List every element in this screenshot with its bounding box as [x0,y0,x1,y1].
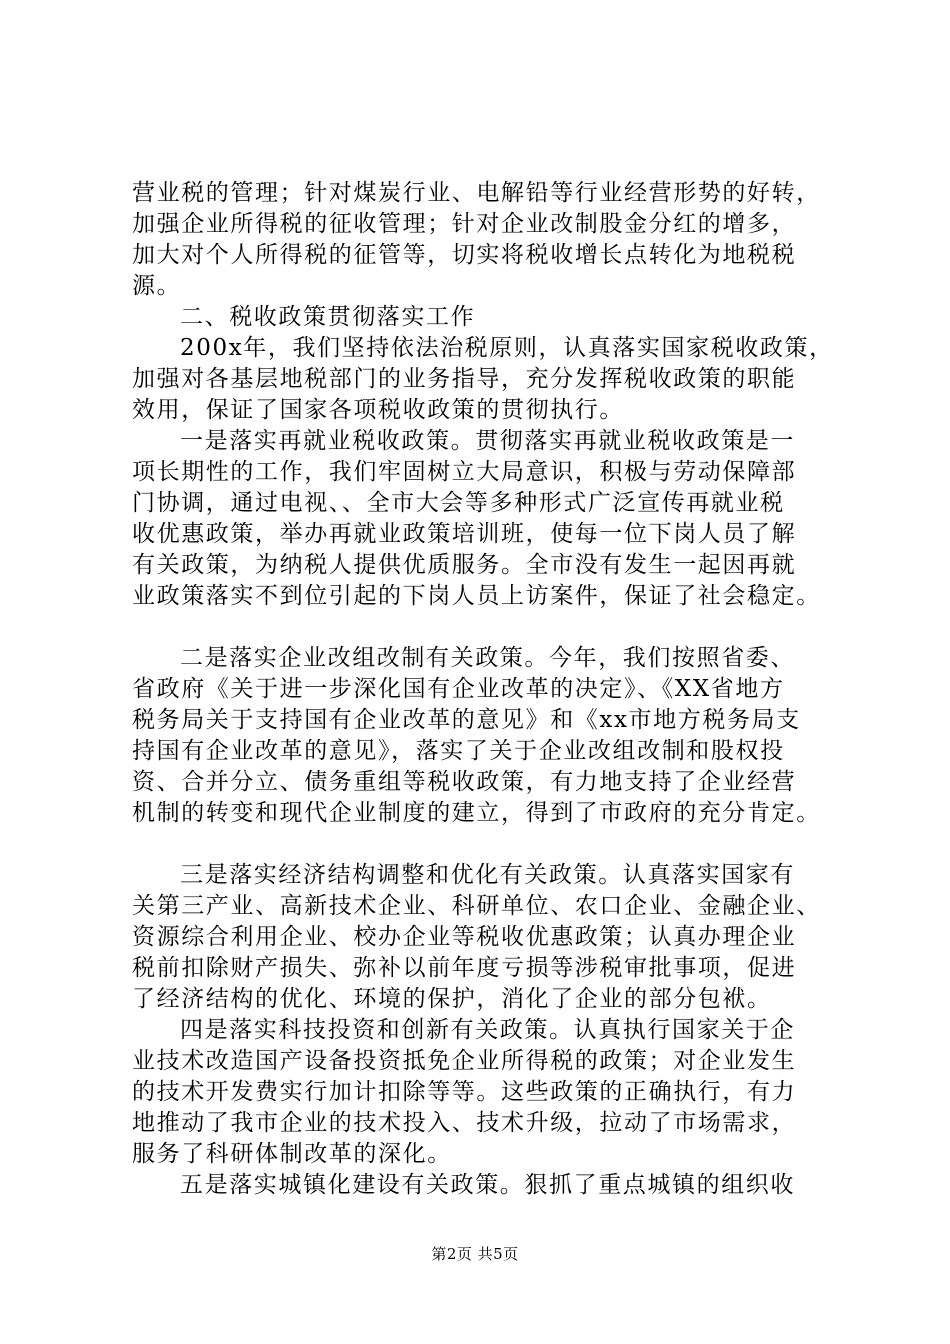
document-body [132,178,842,1201]
text-line: 业技术改造国产设备投资抵免企业所得税的政策；对企业发生 [132,1048,797,1074]
text-line: 资、合并分立、债务重组等税收政策，有力地支持了企业经营 [132,769,797,795]
text-line: 的技术开发费实行加计扣除等等。这些政策的正确执行，有力 [132,1079,797,1105]
text-line: 200x年，我们坚持依法治税原则，认真落实国家税收政策， [180,335,834,361]
text-line: 效用，保证了国家各项税收政策的贯彻执行。 [132,397,624,423]
text-line: 服务了科研体制改革的深化。 [132,1141,452,1167]
text-line: 持国有企业改革的意见》，落实了关于企业改组改制和股权投 [132,738,785,764]
text-line: 资源综合利用企业、校办企业等税收优惠政策；认真办理企业 [132,924,797,950]
text-line: 税前扣除财产损失、弥补以前年度亏损等涉税审批事项，促进 [132,955,797,981]
text-line: 四是落实科技投资和创新有关政策。认真执行国家关于企 [180,1017,795,1043]
text-line: 二是落实企业改组改制有关政策。今年，我们按照省委、 [180,645,795,671]
text-line: 关第三产业、高新技术企业、科研单位、农口企业、金融企业、 [132,893,821,919]
text-line: 加强企业所得税的征收管理；针对企业改制股金分红的增多， [132,211,797,237]
paragraph-gap [132,829,842,860]
paragraph-gap [132,612,842,643]
text-line: 收优惠政策，举办再就业政策培训班，使每一位下岗人员了解 [132,521,797,547]
text-line: 业政策落实不到位引起的下岗人员上访案件，保证了社会稳定。 [132,583,821,609]
text-line: 源。 [132,273,182,299]
text-line: 省政府《关于进一步深化国有企业改革的决定》、《XX省地方 [132,676,785,702]
section-heading: 二、税收政策贯彻落实工作 [180,304,476,330]
text-line: 地推动了我市企业的技术投入、技术升级，拉动了市场需求， [132,1110,797,1136]
text-line: 门协调，通过电视、、全市大会等多种形式广泛宣传再就业税 [132,490,785,516]
text-line: 加大对个人所得税的征管等，切实将税收增长点转化为地税税 [132,242,797,268]
text-line: 有关政策，为纳税人提供优质服务。全市没有发生一起因再就 [132,552,797,578]
text-line: 营业税的管理；针对煤炭行业、电解铅等行业经营形势的好转， [132,180,821,206]
text-line: 三是落实经济结构调整和优化有关政策。认真落实国家有 [180,862,795,888]
text-line: 加强对各基层地税部门的业务指导，充分发挥税收政策的职能 [132,366,797,392]
text-line: 五是落实城镇化建设有关政策。狠抓了重点城镇的组织收 [180,1172,795,1198]
text-line: 一是落实再就业税收政策。贯彻落实再就业税收政策是一 [180,428,795,454]
page-number-footer: 第2页 共5页 [431,1245,519,1263]
text-line: 税务局关于支持国有企业改革的意见》和《xx市地方税务局支 [132,707,801,733]
text-line: 了经济结构的优化、环境的保护，消化了企业的部分包袱。 [132,986,772,1012]
text-line: 项长期性的工作，我们牢固树立大局意识，积极与劳动保障部 [132,459,797,485]
text-line: 机制的转变和现代企业制度的建立，得到了市政府的充分肯定。 [132,800,821,826]
